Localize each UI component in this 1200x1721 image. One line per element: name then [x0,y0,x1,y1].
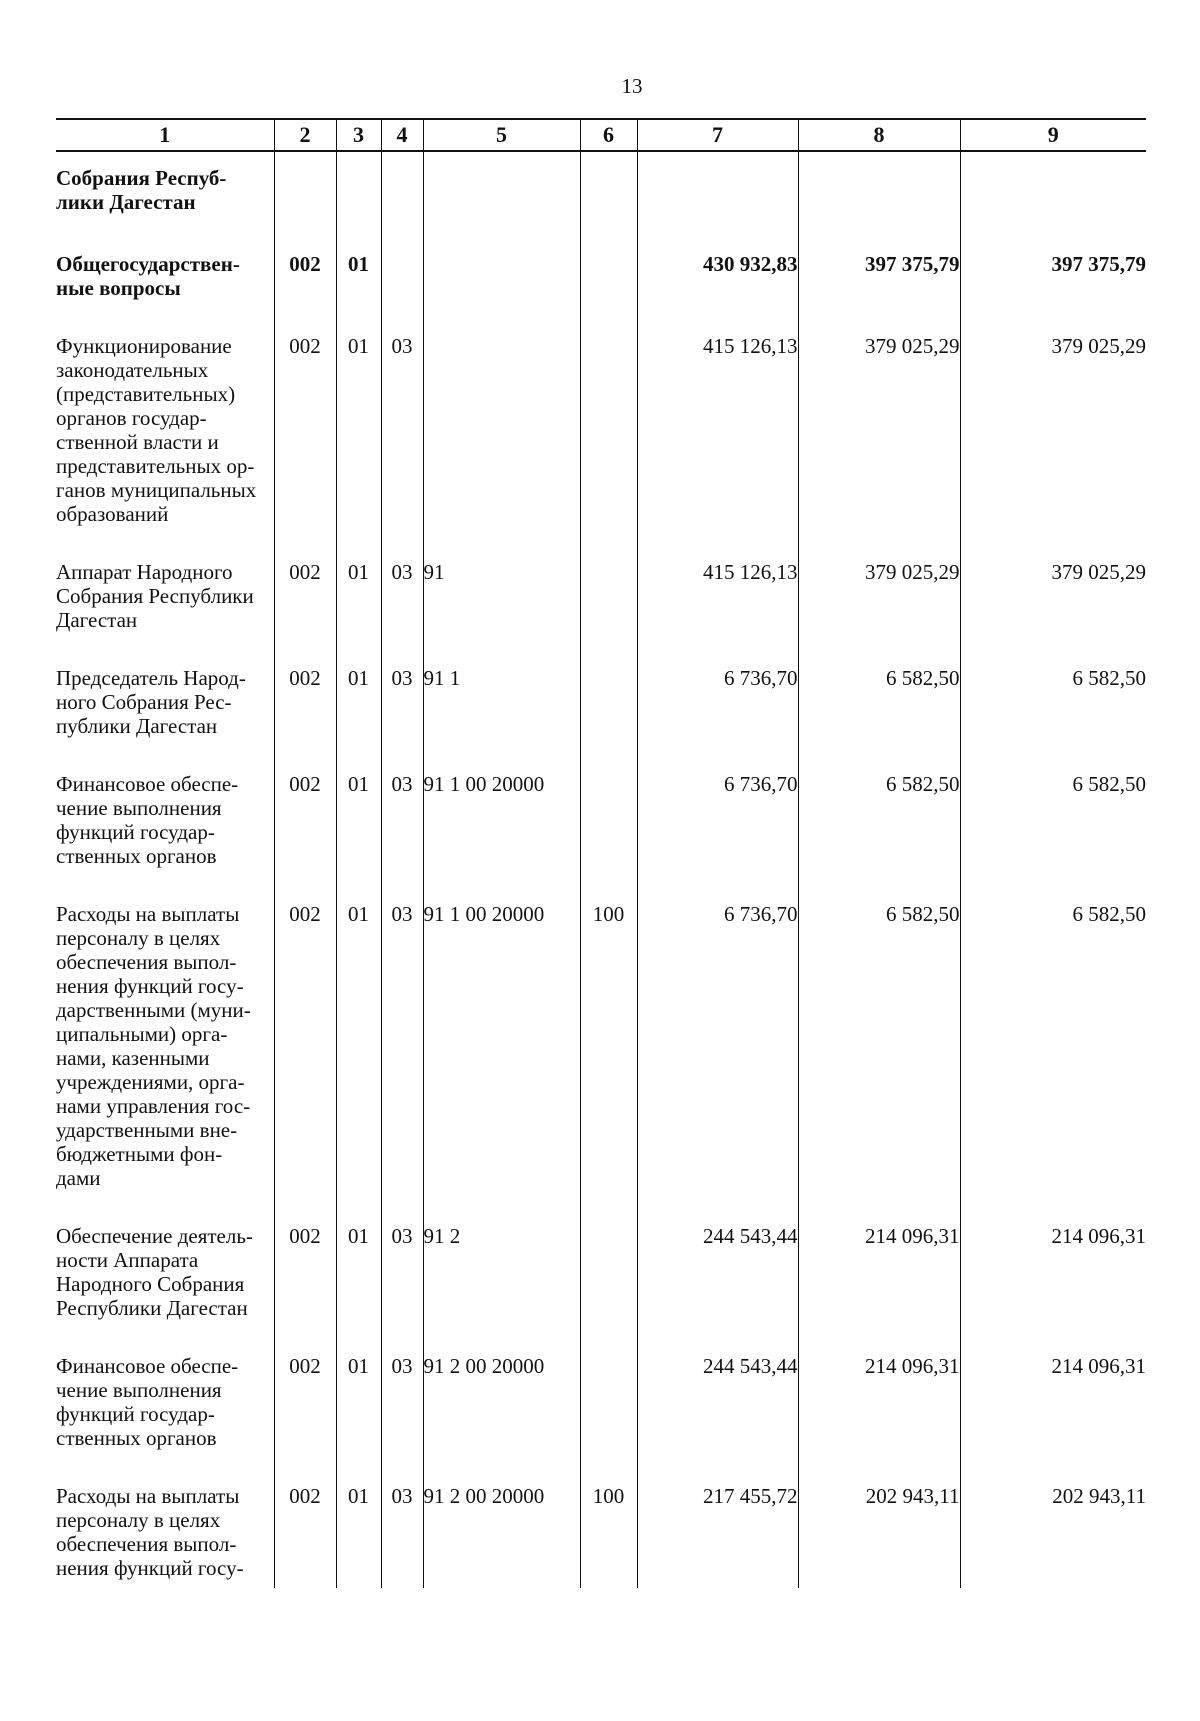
cell-target-article: 91 2 00 20000 [423,1320,580,1450]
cell-target-article [423,151,580,214]
cell-amount-col9: 6 582,50 [960,738,1146,868]
cell-expense-type [580,738,637,868]
column-header: 4 [381,119,423,151]
cell-amount-col9: 202 943,11 [960,1450,1146,1588]
table-row [56,214,1146,300]
cell-chapter-code: 002 [274,214,336,300]
cell-chapter-code: 002 [274,868,336,1190]
cell-target-article [423,300,580,526]
cell-item-name: Председатель Народ- ного Собрания Рес- публики Дагестан [56,632,274,738]
cell-expense-type [580,151,637,214]
cell-amount-col9: 6 582,50 [960,632,1146,738]
cell-amount-col7: 6 736,70 [637,632,798,738]
cell-amount-col9: 397 375,79 [960,214,1146,300]
cell-item-name: Общегосударствен- ные вопросы [56,214,274,300]
cell-subsection-code: 03 [381,1450,423,1588]
cell-chapter-code: 002 [274,526,336,632]
cell-section-code: 01 [336,1320,381,1450]
cell-amount-col7: 415 126,13 [637,526,798,632]
cell-section-code: 01 [336,526,381,632]
table-row [56,632,1146,738]
cell-amount-col7: 217 455,72 [637,1450,798,1588]
budget-table [56,118,1146,1588]
cell-amount-col9: 214 096,31 [960,1320,1146,1450]
cell-item-name: Расходы на выплаты персоналу в целях обеспечения выпол- нения функций госу- дарственными (муни- ципальными) орга- нами, казенными учреждениями, орга- нами управления гос- ударственными вне- бюджетными фон- дами [56,868,274,1190]
cell-amount-col9: 379 025,29 [960,300,1146,526]
cell-section-code: 01 [336,214,381,300]
column-header: 3 [336,119,381,151]
cell-expense-type: 100 [580,868,637,1190]
cell-amount-col9: 6 582,50 [960,868,1146,1190]
cell-subsection-code [381,151,423,214]
cell-chapter-code: 002 [274,738,336,868]
cell-expense-type [580,526,637,632]
cell-section-code: 01 [336,300,381,526]
cell-amount-col8: 214 096,31 [798,1190,960,1320]
column-header: 2 [274,119,336,151]
table-row [56,868,1146,1190]
cell-section-code: 01 [336,868,381,1190]
cell-item-name: Функционирование законодательных (представительных) органов государ- ственной власти и представительных ор- ганов муниципальных образований [56,300,274,526]
cell-subsection-code: 03 [381,526,423,632]
cell-amount-col9: 379 025,29 [960,526,1146,632]
cell-amount-col8 [798,151,960,214]
cell-chapter-code: 002 [274,1190,336,1320]
cell-amount-col8: 6 582,50 [798,632,960,738]
column-header: 5 [423,119,580,151]
cell-amount-col8: 397 375,79 [798,214,960,300]
cell-subsection-code: 03 [381,1320,423,1450]
cell-chapter-code: 002 [274,300,336,526]
cell-chapter-code [274,151,336,214]
cell-amount-col9 [960,151,1146,214]
cell-target-article: 91 1 00 20000 [423,738,580,868]
cell-expense-type [580,300,637,526]
table-row [56,151,1146,214]
cell-amount-col8: 379 025,29 [798,300,960,526]
table-row [56,738,1146,868]
cell-section-code: 01 [336,1190,381,1320]
cell-subsection-code: 03 [381,868,423,1190]
cell-chapter-code: 002 [274,1450,336,1588]
cell-target-article: 91 [423,526,580,632]
column-header: 7 [637,119,798,151]
cell-target-article: 91 1 00 20000 [423,868,580,1190]
cell-amount-col8: 202 943,11 [798,1450,960,1588]
cell-item-name: Финансовое обеспе- чение выполнения функций государ- ственных органов [56,1320,274,1450]
cell-item-name: Обеспечение деятель- ности Аппарата Народного Собрания Республики Дагестан [56,1190,274,1320]
cell-chapter-code: 002 [274,632,336,738]
cell-item-name: Аппарат Народного Собрания Республики Дагестан [56,526,274,632]
cell-amount-col9: 214 096,31 [960,1190,1146,1320]
cell-target-article: 91 1 [423,632,580,738]
cell-section-code [336,151,381,214]
cell-expense-type: 100 [580,1450,637,1588]
cell-amount-col7: 6 736,70 [637,738,798,868]
cell-expense-type [580,214,637,300]
column-header: 8 [798,119,960,151]
table-header-row [56,119,1146,151]
cell-section-code: 01 [336,738,381,868]
cell-subsection-code: 03 [381,632,423,738]
cell-amount-col8: 379 025,29 [798,526,960,632]
table-row [56,1450,1146,1588]
cell-item-name: Финансовое обеспе- чение выполнения функций государ- ственных органов [56,738,274,868]
column-header: 9 [960,119,1146,151]
table-row [56,300,1146,526]
cell-section-code: 01 [336,632,381,738]
cell-expense-type [580,1190,637,1320]
cell-item-name: Расходы на выплаты персоналу в целях обеспечения выпол- нения функций госу- [56,1450,274,1588]
cell-subsection-code: 03 [381,1190,423,1320]
cell-amount-col7: 415 126,13 [637,300,798,526]
page-number: 13 [621,74,643,98]
cell-amount-col7: 244 543,44 [637,1320,798,1450]
column-header: 6 [580,119,637,151]
budget-table-container [56,118,1146,1588]
cell-amount-col8: 6 582,50 [798,868,960,1190]
cell-target-article: 91 2 [423,1190,580,1320]
cell-amount-col7: 244 543,44 [637,1190,798,1320]
cell-subsection-code [381,214,423,300]
cell-target-article: 91 2 00 20000 [423,1450,580,1588]
cell-target-article [423,214,580,300]
cell-amount-col8: 6 582,50 [798,738,960,868]
table-row [56,1190,1146,1320]
column-header: 1 [56,119,274,151]
cell-section-code: 01 [336,1450,381,1588]
table-body [56,151,1146,1588]
cell-expense-type [580,1320,637,1450]
cell-chapter-code: 002 [274,1320,336,1450]
cell-amount-col7 [637,151,798,214]
cell-amount-col7: 6 736,70 [637,868,798,1190]
cell-amount-col7: 430 932,83 [637,214,798,300]
cell-amount-col8: 214 096,31 [798,1320,960,1450]
cell-expense-type [580,632,637,738]
cell-subsection-code: 03 [381,738,423,868]
table-row [56,526,1146,632]
cell-item-name: Собрания Респуб- лики Дагестан [56,151,274,214]
cell-subsection-code: 03 [381,300,423,526]
table-row [56,1320,1146,1450]
